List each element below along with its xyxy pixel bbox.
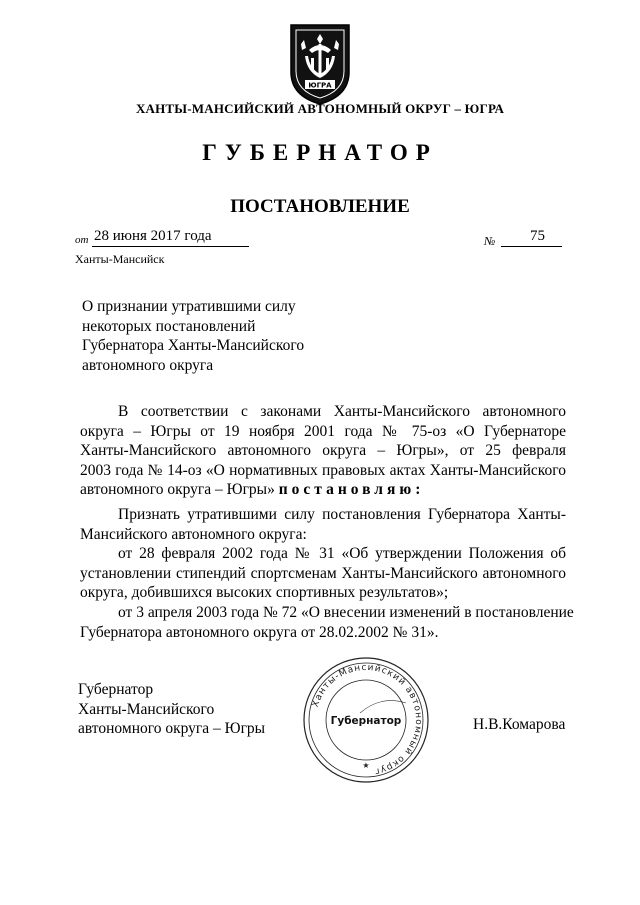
preamble-line: округа – Югры от 19 ноября 2001 года № 75-оз «О Губернаторе bbox=[80, 422, 566, 440]
preamble-line: 2003 года № 14-оз «О нормативных правовых актах Ханты-Мансийского bbox=[80, 461, 566, 479]
operative-line: от 3 апреля 2003 года № 72 «О внесении изменений в постановление bbox=[118, 603, 574, 621]
preamble-line-end: автономного округа – Югры» bbox=[80, 481, 275, 499]
star-icon: ★ bbox=[362, 761, 370, 770]
resolves-word: постановляю: bbox=[278, 481, 425, 499]
preamble-last-line bbox=[80, 480, 566, 500]
operative-line: от 28 февраля 2002 года № 31 «Об утверждении Положения об bbox=[118, 545, 566, 563]
coat-of-arms-emblem bbox=[287, 22, 353, 106]
operative-line: Признать утратившими силу постановления Губернатора Ханты- bbox=[118, 506, 566, 523]
position-line: Ханты-Мансийского bbox=[78, 700, 215, 718]
position-line: автономного округа – Югры bbox=[78, 720, 266, 737]
preamble-line: В соответствии с законами Ханты-Мансийского автономного bbox=[118, 403, 566, 420]
subject-line: некоторых постановлений bbox=[82, 317, 256, 335]
region-name: ХАНТЫ-МАНСИЙСКИЙ АВТОНОМНЫЙ ОКРУГ – ЮГРА bbox=[135, 101, 505, 116]
subject-line: О признании утратившими силу bbox=[82, 298, 296, 315]
operative-paragraph bbox=[80, 505, 574, 642]
number-underline bbox=[501, 246, 562, 247]
signatory-position bbox=[78, 680, 265, 739]
stamp-center-text: Губернатор bbox=[330, 715, 402, 727]
issuer-title: ГУБЕРНАТОР bbox=[202, 140, 438, 165]
document-type-title: ПОСТАНОВЛЕНИЕ bbox=[230, 196, 410, 217]
subject-line: автономного округа bbox=[82, 356, 214, 374]
decree-number: 75 bbox=[530, 228, 545, 244]
position-line: Губернатор bbox=[78, 681, 154, 698]
decree-date: 28 июня 2017 года bbox=[94, 228, 212, 244]
preamble-paragraph bbox=[80, 402, 566, 500]
stamp-ring-text: Ханты-Мансийский автономный округ bbox=[310, 662, 424, 777]
preamble-line: Ханты-Мансийского автономного округа – Югры», от 25 февраля bbox=[80, 442, 566, 460]
date-prefix: от bbox=[75, 234, 89, 246]
operative-line: Губернатора автономного округа от 28.02.2002 № 31». bbox=[80, 623, 439, 641]
signatory-name: Н.В.Комарова bbox=[473, 716, 566, 733]
signature-stroke bbox=[360, 701, 406, 713]
emblem-label: ЮГРА bbox=[308, 81, 332, 90]
issue-city: Ханты-Мансийск bbox=[75, 252, 165, 266]
operative-line: установлении стипендий спортсменам Ханты-Мансийского автономного bbox=[80, 564, 566, 582]
subject-line: Губернатора Ханты-Мансийского bbox=[82, 337, 305, 354]
decree-subject bbox=[82, 297, 382, 375]
number-prefix: № bbox=[484, 234, 496, 248]
date-underline bbox=[92, 246, 249, 247]
operative-line: округа, добившихся высоких спортивных результатов»; bbox=[80, 584, 449, 602]
operative-line: Мансийского автономного округа: bbox=[80, 525, 307, 543]
official-stamp bbox=[296, 655, 436, 785]
